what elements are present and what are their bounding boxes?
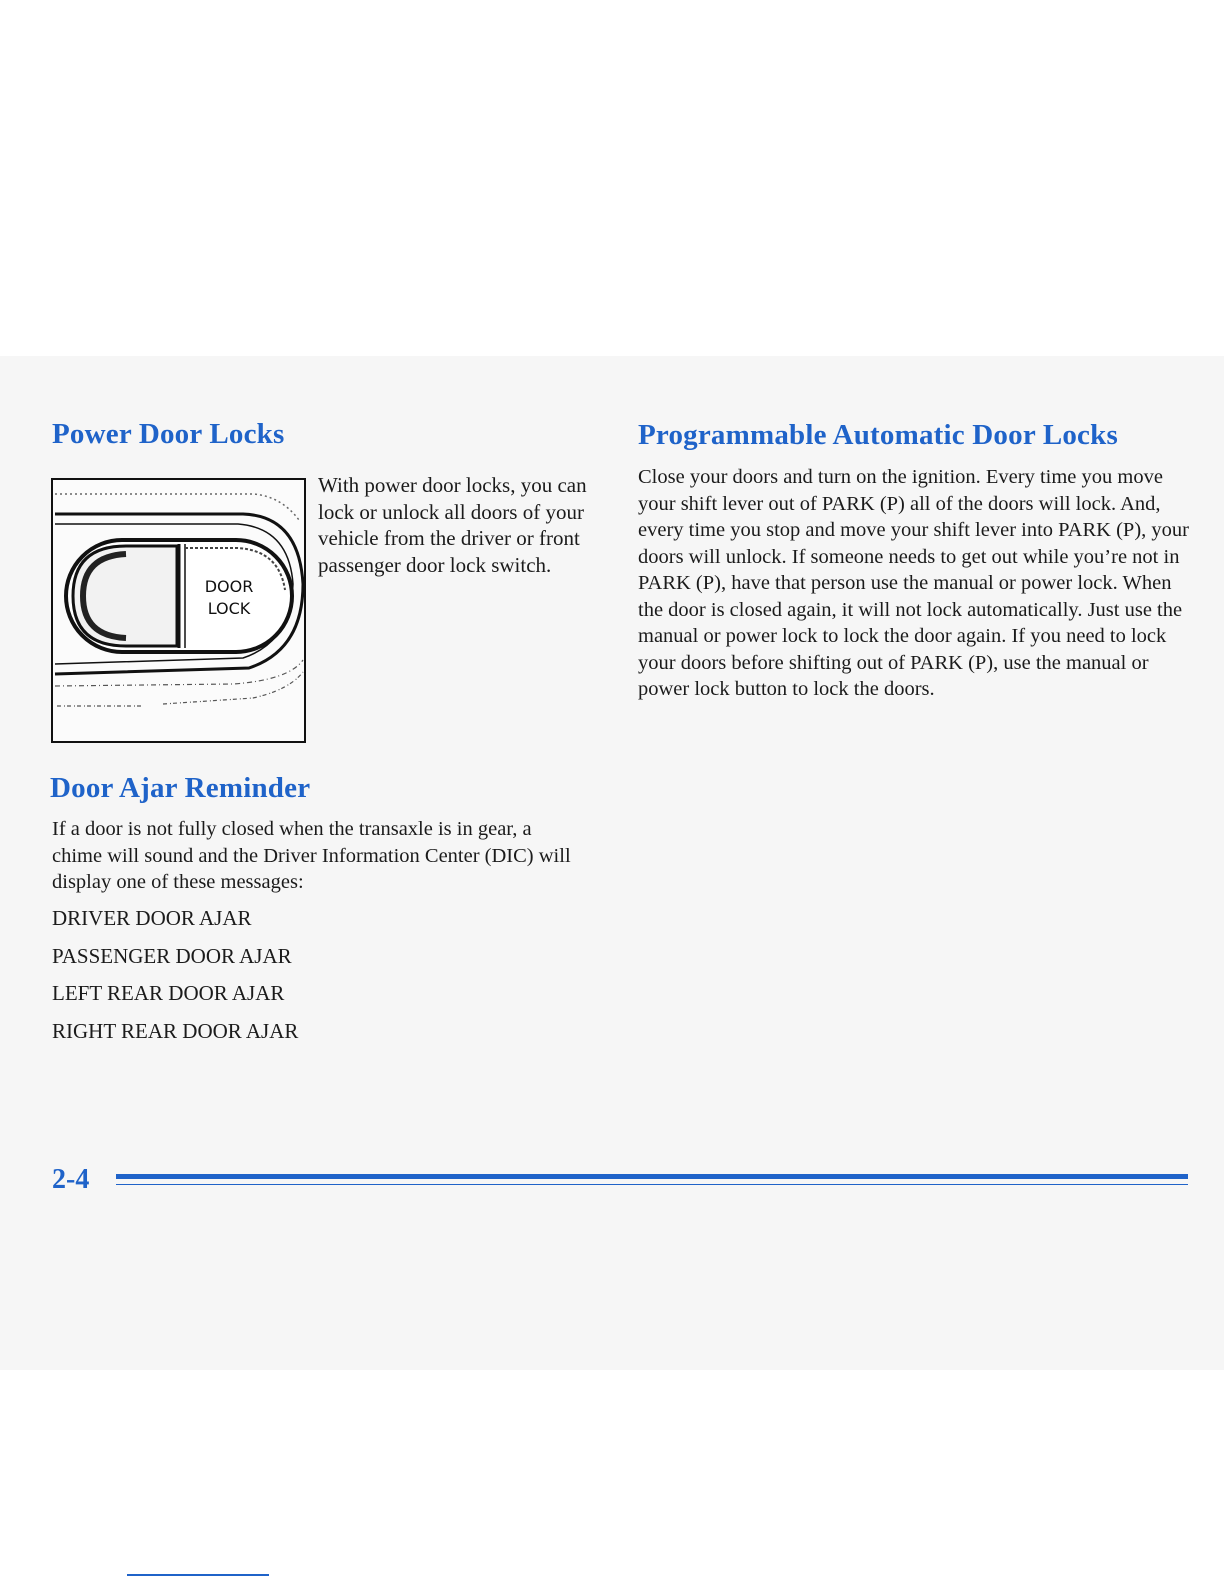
- power-door-locks-paragraph: With power door locks, you can lock or unlock all doors of your vehicle from the driver or front passenger door lock switch.: [318, 473, 587, 577]
- page-number: 2-4: [52, 1164, 90, 1195]
- programmable-locks-paragraph: Close your doors and turn on the ignition. Every time you move your shift lever out of PARK (P) all of the doors will lock. And, every time you stop and move your shift lever into PARK (P), your doors will unlock. If someone needs to get out while you’re not in PARK (P), have that person use the manual or power lock. When the door is closed again, it will not lock automatically. Just use the manual or power lock to lock the door again. If you need to lock your doors before shifting out of PARK (P), use the manual or power lock button to lock the doors.: [638, 466, 1189, 700]
- door-ajar-paragraph: If a door is not fully closed when the transaxle is in gear, a chime will sound and the Driver Information Center (DIC) will display one of these messages:: [52, 818, 571, 893]
- footer-rule-thin: [116, 1184, 1188, 1185]
- bottom-underline-mark: [127, 1574, 269, 1576]
- message-driver-door-ajar: DRIVER DOOR AJAR: [52, 906, 252, 930]
- figure-label-lock: LOCK: [207, 599, 251, 618]
- heading-door-ajar-reminder: Door Ajar Reminder: [50, 772, 311, 804]
- message-left-rear-door-ajar: LEFT REAR DOOR AJAR: [52, 981, 285, 1005]
- heading-programmable-automatic-door-locks: Programmable Automatic Door Locks: [638, 419, 1118, 451]
- door-lock-switch-illustration: [53, 480, 304, 741]
- message-passenger-door-ajar: PASSENGER DOOR AJAR: [52, 944, 292, 968]
- message-right-rear-door-ajar: RIGHT REAR DOOR AJAR: [52, 1019, 299, 1043]
- footer-rule: [116, 1174, 1188, 1179]
- figure-label-door: DOOR: [204, 577, 254, 596]
- heading-power-door-locks: Power Door Locks: [52, 418, 285, 450]
- door-lock-switch-figure: [51, 478, 306, 743]
